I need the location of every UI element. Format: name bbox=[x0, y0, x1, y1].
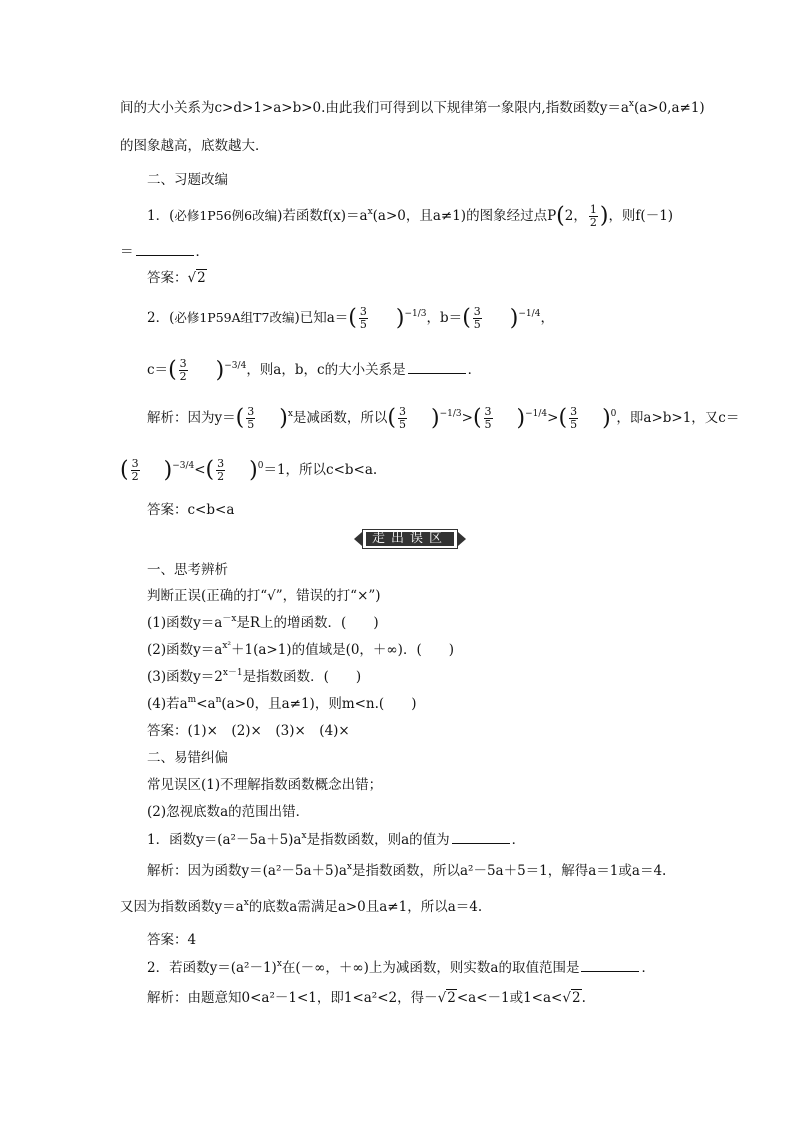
text: 2， bbox=[564, 208, 587, 224]
den: 2 bbox=[589, 216, 597, 229]
source-ref: 必修1P59A组T7改编 bbox=[174, 310, 295, 325]
error-solution-1-line-2: 又因为指数函数$y=a^x$的底数a需满足a>0且a≠1，所以a＝4. bbox=[120, 898, 483, 915]
judge-instruction: 判断正误(正确的打“√”，错误的打“×”) bbox=[147, 588, 381, 604]
sqrt-value: 2 bbox=[197, 270, 206, 286]
error-answer-1: 答案：4 bbox=[147, 932, 197, 948]
common-error-1: 常见误区(1)不理解指数函数概念出错； bbox=[147, 777, 383, 793]
text: 1．( bbox=[147, 208, 175, 224]
text: 答案： bbox=[147, 270, 188, 286]
answer-blank bbox=[408, 361, 466, 374]
fraction: $\frac{3}{5}$ bbox=[359, 305, 367, 331]
paren: ( bbox=[556, 203, 565, 229]
banner-cap-left bbox=[354, 532, 362, 546]
text: ，b＝ bbox=[426, 310, 463, 326]
question-2-line-2: c＝( $\frac{3}{2}$ )$^{-3/4}$，则a，b，c的大小关系是 ． bbox=[147, 357, 482, 383]
text: 间的大小关系为c>d>1>a>b>0.由此我们可得到以下规律第一象限内,指数函数y＝a bbox=[120, 100, 629, 116]
sup: x bbox=[367, 207, 373, 217]
text: )已知a＝ bbox=[294, 310, 349, 326]
sup: x bbox=[628, 99, 634, 109]
answer-2: 答案：c<b<a bbox=[147, 502, 235, 518]
section-think: 一、思考辨析 bbox=[147, 562, 228, 578]
answer-1: 答案：√2 bbox=[147, 270, 206, 286]
text: )若函数f(x)＝a bbox=[277, 208, 368, 224]
text: ，则f(－1) bbox=[608, 208, 674, 224]
section-errors: 二、易错纠偏 bbox=[147, 750, 228, 766]
error-question-2: 2．若函数$y=(a^2-1)^x$在(－∞，＋∞)上为减函数，则实数a的取值范围是 ． bbox=[147, 959, 655, 976]
text: ． bbox=[195, 244, 209, 260]
answer-blank bbox=[136, 243, 194, 256]
source-ref: 必修1P56例6改编 bbox=[174, 208, 278, 223]
error-solution-2: 解析：由题意知0<a²－1<1，即1<a²<2，得－√2<a<－1或1<a<√2. bbox=[147, 990, 586, 1006]
question-2: 2．(必修1P59A组T7改编)已知a＝( $\frac{3}{5}$ )$^{-1/3}$，b＝( $\frac{3}{5}$ )$^{-1/4}$， bbox=[147, 305, 554, 331]
error-solution-1: 解析：因为函数$y=(a^2-5a+5)a^x$是指数函数，所以a²－5a＋5＝1，解得a＝1或a＝4. bbox=[147, 862, 667, 879]
solution-2: 解析：因为y＝( $\frac{3}{5}$ )$^x$是减函数，所以( $\frac{3}{5}$ )$^{-1/3}$>( $\frac{3}{5}$ )$^{-1/4}$>( $\frac{3}{5}$ )$^0$，即a>b>1，又c＝ bbox=[147, 405, 740, 431]
banner-cap-right bbox=[458, 532, 466, 546]
judge-answer: 答案：(1)× (2)× (3)× (4)× bbox=[147, 723, 350, 739]
judge-item-2: (2)函数$y=a^{x^2}+1(a>1)$的值域是(0，＋∞)．( ) bbox=[147, 641, 454, 658]
judge-item-4: (4)若$a^m<a^n(a>0$，且a≠1)，则m<n.( ) bbox=[147, 695, 417, 712]
para-line-1 bbox=[120, 98, 705, 118]
text: (a>0，且a≠1)的图象经过点P bbox=[372, 208, 557, 224]
fraction bbox=[589, 204, 598, 229]
section-title-exercise bbox=[147, 170, 228, 190]
question-1-blank-line bbox=[120, 242, 209, 262]
paren: ) bbox=[599, 203, 609, 229]
text: 的图象越高，底数越大． bbox=[120, 138, 269, 154]
banner-label: 走出误区 bbox=[366, 532, 454, 546]
judge-item-1: (1)函数$y=a^{-x}$是R上的增函数．( ) bbox=[147, 614, 379, 631]
para-line-2 bbox=[120, 136, 269, 156]
section-banner bbox=[354, 527, 466, 551]
text: 2．( bbox=[147, 310, 175, 326]
question-1 bbox=[147, 204, 673, 229]
solution-2-line-2: ( $\frac{3}{2}$ )$^{-3/4}$<( $\frac{3}{2}$ )$^0$＝1，所以c<b<a. bbox=[120, 457, 378, 483]
text: (a>0,a≠1) bbox=[633, 100, 705, 116]
judge-item-3: (3)函数$y=2^{x-1}$是指数函数．( ) bbox=[147, 668, 362, 685]
text: 二、习题改编 bbox=[147, 172, 228, 188]
common-error-2: (2)忽视底数a的范围出错． bbox=[147, 804, 310, 820]
error-question-1: 1．函数$y=(a^2-5a+5)a^x$是指数函数，则a的值为 ． bbox=[147, 831, 526, 848]
num: 1 bbox=[589, 203, 597, 216]
text: ＝ bbox=[120, 244, 134, 260]
